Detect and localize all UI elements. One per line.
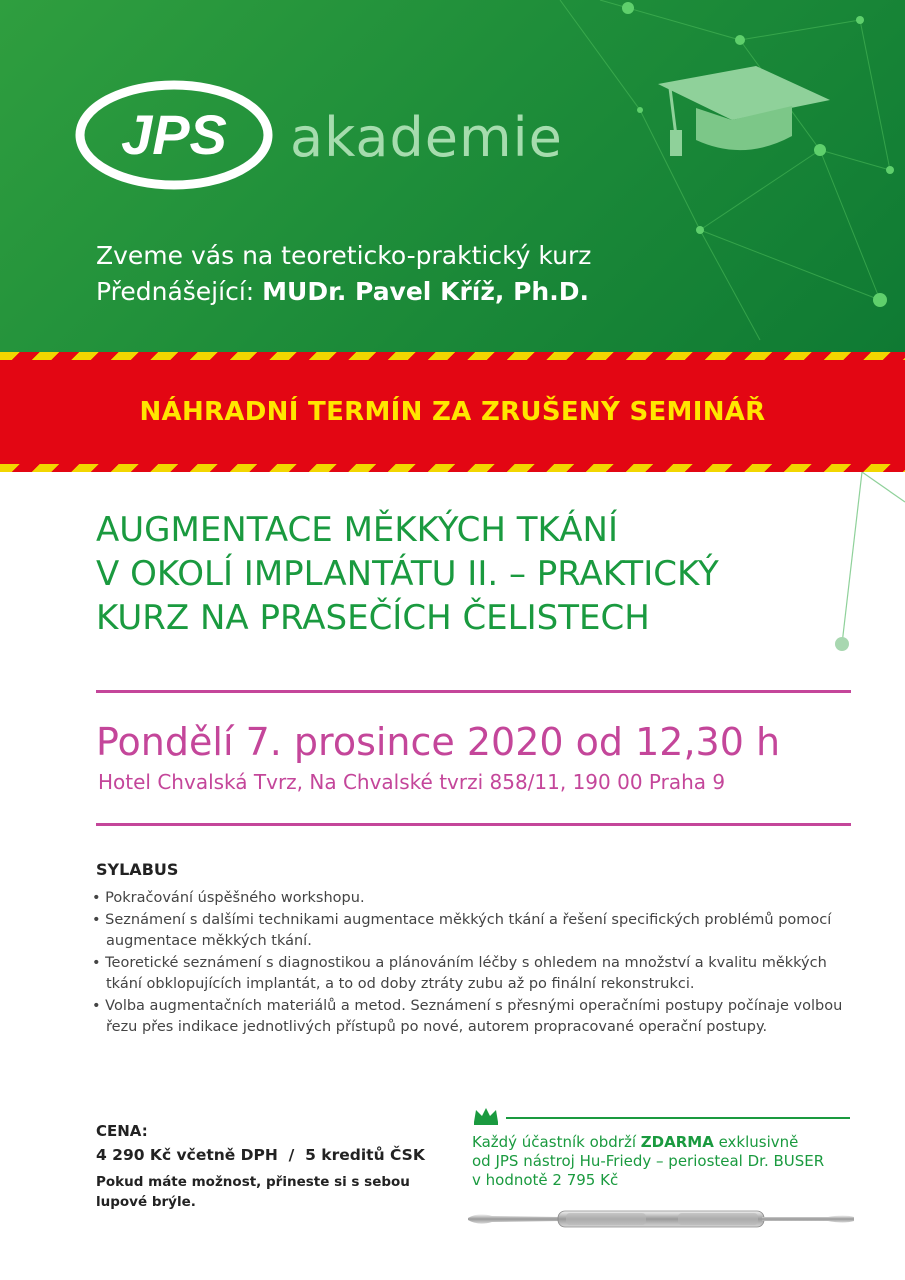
price-section [96,1122,456,1212]
brand-text: JPS [121,103,227,166]
offer-line-2: od JPS nástroj Hu-Friedy – periosteal Dr. BUSER [472,1152,825,1170]
syllabus-list [92,888,862,1039]
banner-text: NÁHRADNÍ TERMÍN ZA ZRUŠENÝ SEMINÁŘ [139,397,766,427]
replacement-banner [0,360,905,464]
offer-line-1 [472,1133,852,1152]
lecturer-line [96,274,591,310]
header-section [0,0,905,352]
jps-logo [74,80,274,190]
periosteal-instrument-image [466,1202,856,1236]
offer-text: Každý účastník obdrží [472,1133,641,1151]
course-title-line: V OKOLÍ IMPLANTÁTU II. – PRAKTICKÝ [96,554,719,594]
price-label: CENA: [96,1122,148,1140]
hazard-stripe-top [0,352,905,360]
invitation-text [96,238,591,310]
syllabus-item: • Teoretické seznámení s diagnostikou a plánováním léčby s ohledem na množství a kvalitu měkkých tkání obklopujících implantát, a to od doby ztráty zubu až po finální rekonstrukci. [92,954,827,992]
course-title-line: KURZ NA PRASEČÍCH ČELISTECH [96,598,650,638]
syllabus-item: • Volba augmentačních materiálů a metod. Seznámení s přesnými operačními postupy počínaje volbou řezu přes indikace jednotlivých přístupů po nové, autorem propracované operační postupy. [92,997,843,1035]
brand-word: akademie [290,106,563,169]
syllabus-item: • Pokračování úspěšného workshopu. [92,890,365,906]
free-gift-offer [472,1133,852,1190]
lecturer-label: Přednášející: [96,277,263,306]
course-title-line: AUGMENTACE MĚKKÝCH TKÁNÍ [96,510,618,550]
offer-text: exklusivně [713,1133,799,1151]
divider-top [96,690,851,693]
course-date: Pondělí 7. prosince 2020 od 12,30 h [96,720,781,764]
price-value: 4 290 Kč včetně DPH / 5 kreditů ČSK [96,1146,425,1164]
offer-highlight: ZDARMA [640,1133,714,1151]
lecturer-name: MUDr. Pavel Kříž, Ph.D. [262,277,589,306]
course-title [96,508,856,640]
graduation-cap-icon [658,66,833,166]
course-venue: Hotel Chvalská Tvrz, Na Chvalské tvrzi 858/11, 190 00 Praha 9 [98,770,726,794]
divider-bottom [96,823,851,826]
hazard-stripe-bottom [0,464,905,472]
crown-icon [472,1106,500,1126]
invite-line: Zveme vás na teoreticko-praktický kurz [96,241,592,270]
price-note: Pokud máte možnost, přineste si s sebou lupové brýle. [96,1174,410,1210]
syllabus-title: SYLABUS [96,860,179,879]
offer-divider [506,1117,850,1119]
offer-line-3: v hodnotě 2 795 Kč [472,1171,619,1189]
syllabus-item: • Seznámení s dalšími technikami augmentace měkkých tkání a řešení specifických problémů pomocí augmentace měkkých tkání. [92,911,832,949]
